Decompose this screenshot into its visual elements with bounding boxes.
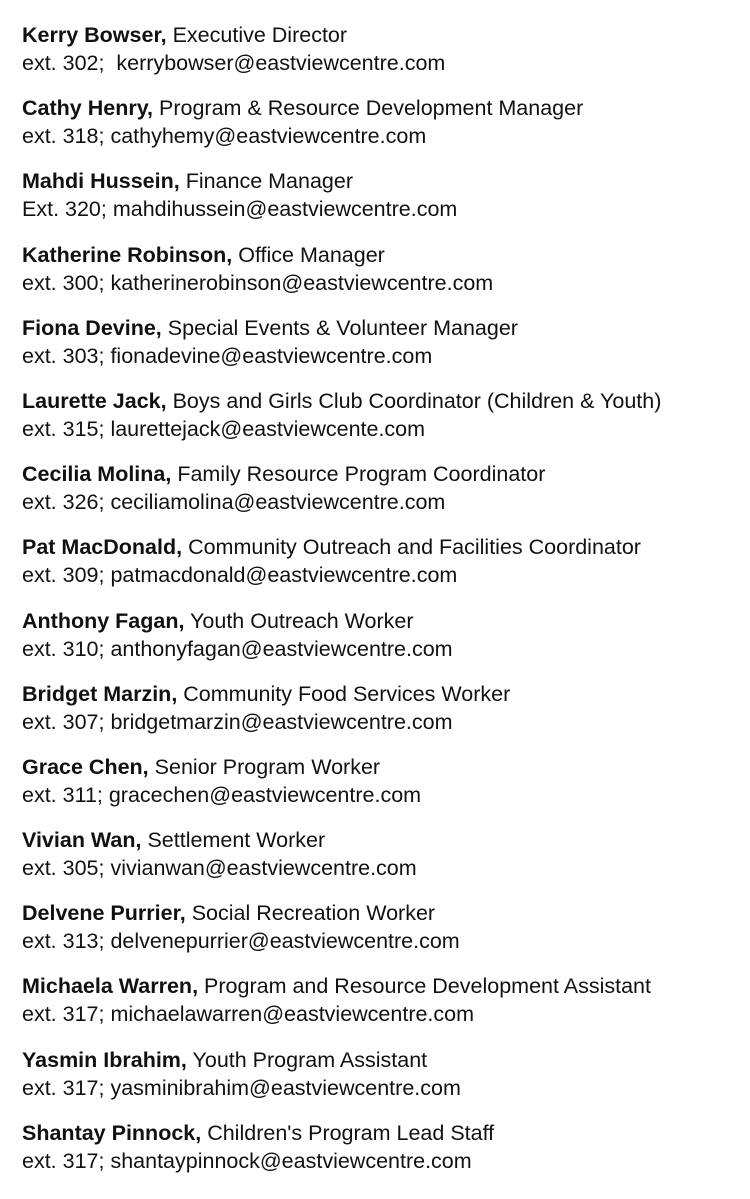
staff-entry (22, 314, 750, 387)
staff-name-title-line (22, 533, 750, 561)
staff-name: Vivian Wan, (22, 828, 142, 853)
staff-name-title-line (22, 1046, 750, 1074)
staff-title: Program & Resource Development Manager (159, 96, 584, 121)
staff-contact: ext. 309; patmacdonald@eastviewcentre.com (22, 563, 458, 588)
staff-title: Youth Program Assistant (192, 1047, 428, 1072)
staff-name-title-line (22, 94, 750, 122)
staff-entry (22, 533, 750, 606)
staff-name-title-line (22, 21, 750, 49)
staff-name: Delvene Purrier, (22, 901, 186, 926)
staff-name-title-line (22, 241, 750, 269)
staff-name: Kerry Bowser, (22, 23, 167, 47)
staff-contact: ext. 317; michaelawarren@eastviewcentre.com (22, 1002, 475, 1027)
staff-title: Finance Manager (185, 169, 354, 194)
staff-directory (22, 21, 750, 1192)
staff-contact: ext. 326; ceciliamolina@eastviewcentre.com (22, 490, 446, 515)
staff-title: Youth Outreach Worker (190, 608, 414, 633)
staff-name-title-line (22, 826, 750, 854)
staff-name: Fiona Devine, (22, 315, 162, 340)
staff-name-title-line (22, 167, 750, 195)
staff-title: Community Outreach and Facilities Coordinator (188, 535, 641, 560)
staff-title: Settlement Worker (147, 828, 326, 853)
staff-contact: ext. 313; delvenepurrier@eastviewcentre.com (22, 929, 460, 954)
staff-entry (22, 167, 750, 240)
staff-name-title-line (22, 753, 750, 781)
staff-entry (22, 607, 750, 680)
staff-title: Children's Program Lead Staff (207, 1120, 495, 1145)
staff-contact: ext. 317; yasminibrahim@eastviewcentre.com (22, 1075, 461, 1100)
staff-entry (22, 972, 750, 1045)
staff-title: Program and Resource Development Assistant (204, 974, 651, 999)
staff-name: Pat MacDonald, (22, 535, 183, 560)
staff-title: Senior Program Worker (154, 754, 381, 779)
staff-entry (22, 899, 750, 972)
staff-title: Social Recreation Worker (191, 901, 436, 926)
staff-entry (22, 21, 750, 94)
staff-contact: ext. 305; vivianwan@eastviewcentre.com (22, 856, 417, 881)
staff-name: Cathy Henry, (22, 96, 154, 121)
staff-entry (22, 241, 750, 314)
staff-contact: ext. 300; katherinerobinson@eastviewcentre.com (22, 270, 494, 295)
staff-entry (22, 753, 750, 826)
staff-name: Bridget Marzin, (22, 681, 178, 706)
staff-name: Michaela Warren, (22, 974, 199, 999)
staff-title: Boys and Girls Club Coordinator (Children & Youth) (172, 388, 662, 413)
staff-name-title-line (22, 460, 750, 488)
staff-contact: ext. 303; fionadevine@eastviewcentre.com (22, 343, 433, 368)
staff-name: Anthony Fagan, (22, 608, 185, 633)
staff-contact: ext. 315; laurettejack@eastviewcente.com (22, 416, 426, 441)
staff-entry (22, 460, 750, 533)
staff-name-title-line (22, 314, 750, 342)
staff-contact: ext. 310; anthonyfagan@eastviewcentre.com (22, 636, 453, 661)
staff-contact: ext. 302; kerrybowser@eastviewcentre.com (22, 51, 446, 75)
staff-name-title-line (22, 680, 750, 708)
staff-entry (22, 680, 750, 753)
staff-entry (22, 1046, 750, 1119)
staff-name: Yasmin Ibrahim, (22, 1047, 187, 1072)
staff-name-title-line (22, 899, 750, 927)
staff-contact: ext. 318; cathyhemy@eastviewcentre.com (22, 124, 427, 149)
staff-entry (22, 1119, 750, 1192)
staff-name: Grace Chen, (22, 754, 149, 779)
staff-title: Family Resource Program Coordinator (177, 462, 546, 487)
staff-contact: ext. 317; shantaypinnock@eastviewcentre.com (22, 1148, 472, 1173)
staff-name: Katherine Robinson, (22, 242, 233, 267)
staff-name: Laurette Jack, (22, 388, 167, 413)
staff-name: Mahdi Hussein, (22, 169, 180, 194)
staff-contact: Ext. 320; mahdihussein@eastviewcentre.com (22, 197, 458, 222)
staff-title: Office Manager (238, 242, 385, 267)
staff-name-title-line (22, 387, 750, 415)
staff-name-title-line (22, 607, 750, 635)
staff-title: Community Food Services Worker (183, 681, 511, 706)
staff-name-title-line (22, 972, 750, 1000)
staff-name: Cecilia Molina, (22, 462, 172, 487)
staff-entry (22, 826, 750, 899)
staff-name-title-line (22, 1119, 750, 1147)
staff-title: Special Events & Volunteer Manager (167, 315, 518, 340)
staff-contact: ext. 307; bridgetmarzin@eastviewcentre.com (22, 709, 453, 734)
staff-title: Executive Director (172, 23, 348, 47)
staff-entry (22, 387, 750, 460)
staff-name: Shantay Pinnock, (22, 1120, 202, 1145)
staff-contact: ext. 311; gracechen@eastviewcentre.com (22, 782, 422, 807)
staff-entry (22, 94, 750, 167)
